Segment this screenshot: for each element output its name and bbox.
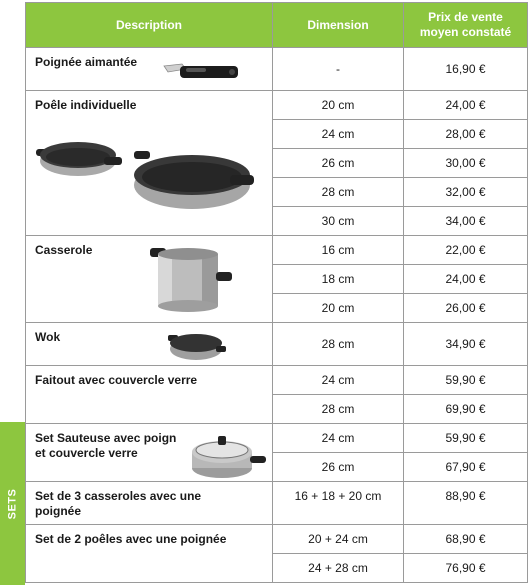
table-row — [26, 48, 528, 91]
header-price-line1: Prix de vente — [428, 10, 503, 24]
table-row — [26, 366, 528, 395]
price-cell: 30,00 € — [404, 149, 528, 178]
price-cell: 26,00 € — [404, 294, 528, 323]
product-name: Wok — [35, 330, 61, 344]
price-cell: 16,90 € — [404, 48, 528, 91]
product-name-line1: Set Sauteuse avec poign — [35, 431, 177, 445]
dimension-cell: 28 cm — [273, 323, 404, 366]
dimension-cell: 30 cm — [273, 207, 404, 236]
table-row — [26, 525, 528, 554]
sets-label — [0, 422, 25, 585]
price-cell: 34,00 € — [404, 207, 528, 236]
dimension-cell: 20 cm — [273, 91, 404, 120]
dimension-cell: 24 cm — [273, 120, 404, 149]
dimension-cell: 28 cm — [273, 395, 404, 424]
dimension-cell: 16 + 18 + 20 cm — [273, 482, 404, 525]
product-wok-cell — [26, 323, 273, 366]
price-cell: 28,00 € — [404, 120, 528, 149]
dimension-cell: 26 cm — [273, 149, 404, 178]
product-name — [26, 482, 272, 519]
price-cell: 88,90 € — [404, 482, 528, 525]
table-header-row — [26, 3, 528, 48]
price-cell: 76,90 € — [404, 554, 528, 583]
product-name-line2: poignée — [35, 504, 82, 518]
header-price — [404, 3, 528, 48]
price-cell: 59,90 € — [404, 366, 528, 395]
product-name: Set de 2 poêles avec une poignée — [35, 532, 227, 546]
product-name: Poignée aimantée — [35, 55, 138, 69]
table-row — [26, 236, 528, 265]
price-cell: 22,00 € — [404, 236, 528, 265]
price-cell: 24,00 € — [404, 265, 528, 294]
dimension-cell: 24 + 28 cm — [273, 554, 404, 583]
dimension-cell: 24 cm — [273, 366, 404, 395]
dimension-cell: 24 cm — [273, 424, 404, 453]
product-saute-set-cell — [26, 424, 273, 482]
table-row — [26, 424, 528, 453]
price-cell: 32,00 € — [404, 178, 528, 207]
dimension-cell: 20 cm — [273, 294, 404, 323]
product-name-line2: et couvercle verre — [35, 446, 138, 460]
table-row — [26, 323, 528, 366]
product-pan-cell — [26, 91, 273, 236]
product-stockpot-cell — [26, 366, 273, 424]
product-handle-cell — [26, 48, 273, 91]
product-name: Faitout avec couvercle verre — [35, 373, 198, 387]
header-price-line2: moyen constaté — [419, 25, 512, 39]
dimension-cell: 20 + 24 cm — [273, 525, 404, 554]
price-cell: 69,90 € — [404, 395, 528, 424]
price-cell: 68,90 € — [404, 525, 528, 554]
dimension-cell: 16 cm — [273, 236, 404, 265]
dimension-cell: - — [273, 48, 404, 91]
dimension-cell: 18 cm — [273, 265, 404, 294]
price-cell: 67,90 € — [404, 453, 528, 482]
price-table — [25, 2, 528, 583]
product-casserole-set-cell — [26, 482, 273, 525]
price-cell: 24,00 € — [404, 91, 528, 120]
frying-pan-image — [34, 131, 262, 223]
product-name: Casserole — [35, 243, 93, 257]
dimension-cell: 26 cm — [273, 453, 404, 482]
table-row — [26, 91, 528, 120]
product-name-line1: Set de 3 casseroles avec une — [35, 489, 202, 503]
header-description: Description — [26, 3, 273, 48]
product-name — [26, 424, 185, 461]
dimension-cell: 28 cm — [273, 178, 404, 207]
header-dimension: Dimension — [273, 3, 404, 48]
sets-label-text: SETS — [6, 488, 19, 519]
product-name: Poêle individuelle — [35, 98, 137, 112]
product-saucepan-cell — [26, 236, 273, 323]
saute-pan-image — [186, 426, 270, 482]
product-pan-set-cell — [26, 525, 273, 583]
price-cell: 59,90 € — [404, 424, 528, 453]
table-row — [26, 482, 528, 525]
price-cell: 34,90 € — [404, 323, 528, 366]
